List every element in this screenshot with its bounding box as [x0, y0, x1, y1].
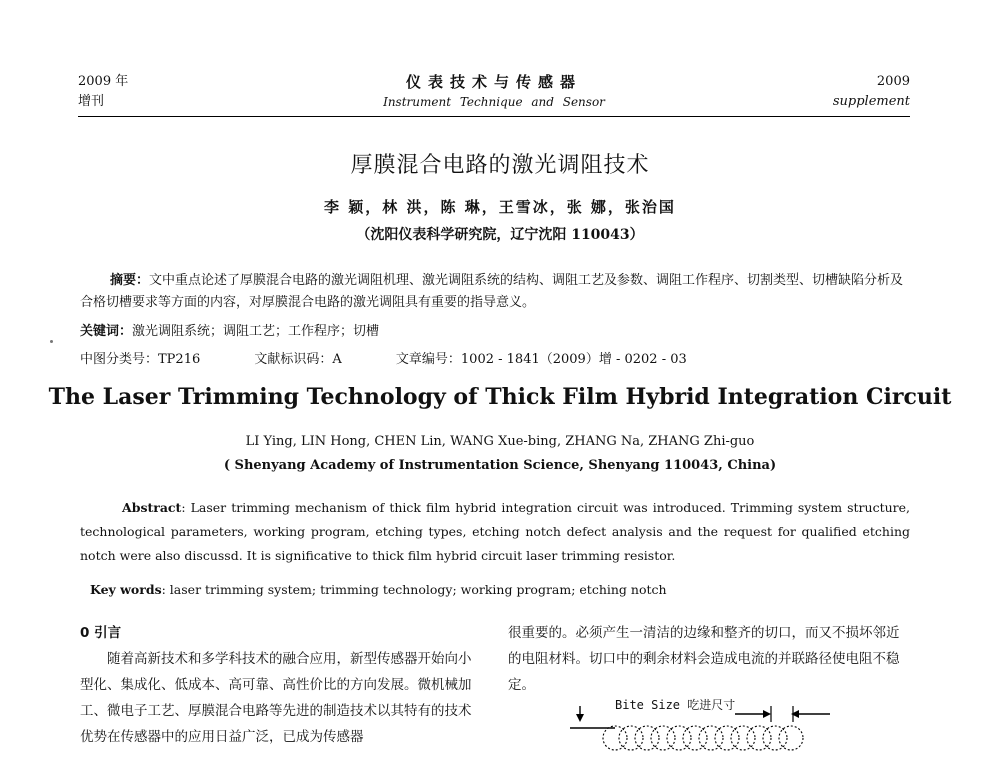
bite-circle [747, 726, 771, 750]
keywords-en-text: : laser trimming system; trimming technology; working program; etching notch [161, 582, 667, 597]
header-center [78, 72, 910, 112]
bite-circle [715, 726, 739, 750]
header-supplement: supplement [832, 94, 910, 109]
right-paragraph: 很重要的。必须产生一清洁的边缘和整齐的切口，而又不损坏邻近的电阻材料。切口中的剩余材料会造成电流的并联路径使电阻不稳定。 [508, 625, 900, 693]
keywords-cn [80, 322, 910, 342]
header-year-right: 2009 [876, 74, 910, 89]
affiliation-cn: （沈阳仪表科学研究院，辽宁沈阳 110043） [356, 227, 644, 243]
scan-speck [50, 340, 53, 343]
header-rule [78, 116, 910, 117]
authors-cn: 李 颖，林 洪，陈 琳，王雪冰，张 娜，张治国 [324, 198, 676, 216]
abstract-en-text: : Laser trimming mechanism of thick film hybrid integration circuit was introduced. Trimming system structure, technological parameters, working program, etching types, etching notch defect analysis and the request for qualified etching notch were also discussd. It is significative to thick film hybrid circuit laser trimming resistor. [80, 500, 910, 563]
abstract-cn-label: 摘要： [110, 273, 150, 288]
right-arrow-b-head [791, 710, 799, 718]
bite-size-figure [555, 696, 875, 760]
bite-circle [603, 726, 627, 750]
bite-circle [619, 726, 643, 750]
abstract-en-label: Abstract [122, 500, 182, 515]
paper-title-en: The Laser Trimming Technology of Thick Film Hybrid Integration Circuit [48, 384, 952, 410]
journal-name-cn: 仪表技术与传感器 [405, 73, 582, 91]
classification-line [80, 350, 910, 370]
body-column-left [80, 620, 480, 750]
journal-name-en: Instrument Technique and Sensor [383, 95, 605, 109]
body-column-right [508, 620, 910, 698]
bite-circle [635, 726, 659, 750]
left-arrow-head [576, 714, 584, 722]
running-header [78, 72, 910, 116]
figure-label: Bite Size 吃进尺寸 [615, 698, 736, 712]
keywords-cn-text: 激光调阻系统；调阻工艺；工作程序；切槽 [132, 324, 380, 339]
bite-circle [763, 726, 787, 750]
article-number: 文章编号：1002 - 1841（2009）增 - 0202 - 03 [395, 352, 687, 367]
abstract-cn [80, 270, 910, 314]
keywords-en-label: Key words [90, 582, 162, 597]
intro-paragraph: 随着高新技术和多学科技术的融合应用，新型传感器开始向小型化、集成化、低成本、高可靠、高性价比的方向发展。微机械加工、微电子工艺、厚膜混合电路等先进的制造技术以其特有的技术优势在传感器中的应用日益广泛，已成为传感器 [80, 651, 472, 745]
clc-number: 中图分类号：TP216 [80, 352, 201, 367]
bite-circle [731, 726, 755, 750]
bite-circle [667, 726, 691, 750]
header-issue: 增刊 [78, 94, 105, 109]
paper-title-cn: 厚膜混合电路的激光调阻技术 [350, 153, 650, 178]
abstract-en [80, 496, 910, 568]
abstract-cn-text: 文中重点论述了厚膜混合电路的激光调阻机理、激光调阻系统的结构、调阻工艺及参数、调阻工作程序、切割类型、切槽缺陷分析及合格切槽要求等方面的内容，对厚膜混合电路的激光调阻具有重要的指导意义。 [80, 273, 904, 310]
header-year: 2009 年 [78, 74, 129, 89]
document-code: 文献标识码：A [254, 352, 342, 367]
right-arrow-a-head [763, 710, 771, 718]
header-right [833, 72, 910, 112]
section-heading: 0 引言 [80, 625, 122, 641]
bite-circle [699, 726, 723, 750]
bite-circle [651, 726, 675, 750]
bite-circle [779, 726, 803, 750]
bite-circle [683, 726, 707, 750]
affiliation-en: ( Shenyang Academy of Instrumentation Science, Shenyang 110043, China) [223, 458, 777, 473]
bite-circles [603, 726, 803, 750]
keywords-cn-label: 关键词： [80, 324, 133, 339]
keywords-en [80, 580, 910, 600]
authors-en: LI Ying, LIN Hong, CHEN Lin, WANG Xue-bing, ZHANG Na, ZHANG Zhi-guo [245, 434, 755, 449]
